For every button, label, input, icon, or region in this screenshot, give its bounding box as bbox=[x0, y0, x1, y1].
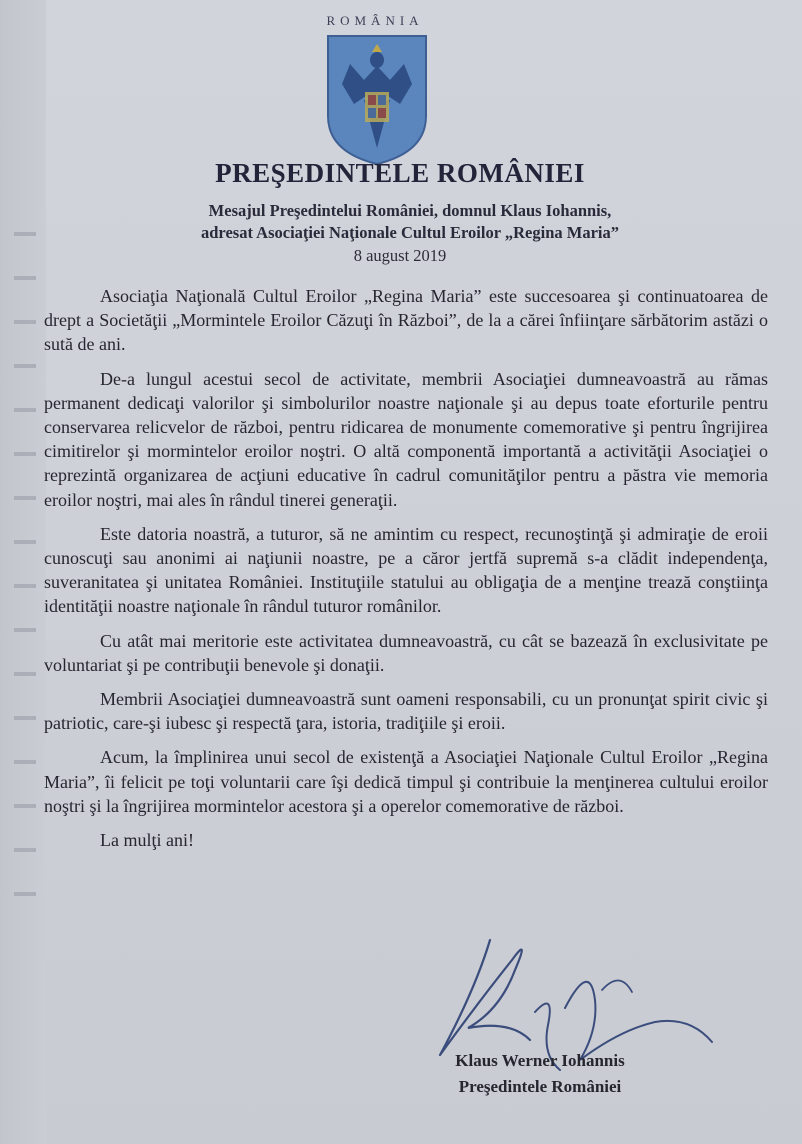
coat-of-arms-icon bbox=[324, 30, 430, 168]
paragraph-1: Asociaţia Naţională Cultul Eroilor „Regina Maria” este succesoarea şi continuatoarea de drept a Societăţii „Mormintele Eroilor Căzuţi în Război”, de la a cărei înfiinţare sărbătorim astăzi o sută de ani. bbox=[44, 286, 768, 355]
letter-subtitle bbox=[120, 200, 700, 244]
paragraph-3: Este datoria noastră, a tuturor, să ne amintim cu respect, recunoştinţă şi admiraţie de eroii cunoscuţi sau anonimi ai naţiunii noastre, pe a căror jertfă supremă s-a clădit independenţa, suveranitatea şi unitatea României. Instituţiile statului au obligaţia de a menţine trează conştiinţa identităţii noastre naţionale în rândul tuturor românilor. bbox=[44, 523, 768, 617]
paragraph-5: Membrii Asociaţiei dumneavoastră sunt oameni responsabili, cu un pronunţat spirit civic şi patriotic, care-şi iubesc şi respectă ţara, istoria, tradiţiile şi eroii. bbox=[44, 689, 768, 734]
signatory-name: Klaus Werner Iohannis bbox=[455, 1051, 625, 1070]
letter-date: 8 august 2019 bbox=[353, 246, 447, 265]
closing-greeting: La mulţi ani! bbox=[100, 830, 194, 851]
signature-block bbox=[400, 1048, 680, 1100]
letter-body bbox=[44, 284, 768, 862]
paragraph-2: De-a lungul acestui secol de activitate, membrii Asociaţiei dumneavoastră au rămas permanent dedicaţi valorilor şi simbolurilor noastre naţionale şi au depus toate eforturile pentru conservarea relicvelor de război, pentru ridicarea de monumente comemorative şi pentru îngrijirea cimitirelor şi mormintelor eroilor noştri. O altă componentă importantă a activităţii Asociaţiei o reprezintă organizarea de acţiuni educative în cadrul comunităţilor pentru a păstra vie memoria eroilor noştri, mai ales în rândul tinerei generaţii. bbox=[44, 368, 768, 510]
signatory-role: Preşedintele României bbox=[458, 1077, 622, 1096]
subtitle-line-1: Mesajul Preşedintelui României, domnul Klaus Iohannis, bbox=[208, 201, 612, 220]
page-title: PREŞEDINTELE ROMÂNIEI bbox=[215, 158, 585, 188]
paragraph-4: Cu atât mai meritorie este activitatea dumneavoastră, cu cât se bazează în exclusivitate pe voluntariat şi pe contribuţii benevole şi donaţii. bbox=[44, 630, 768, 675]
subtitle-line-2: adresat Asociaţiei Naţionale Cultul Eroilor „Regina Maria” bbox=[201, 223, 619, 242]
paragraph-6: Acum, la împlinirea unui secol de existenţă a Asociaţiei Naţionale Cultul Eroilor „Regina Maria”, îi felicit pe toţi voluntarii care îşi dedică timpul şi contribuie la menţinerea cultului eroilor noştri şi la îngrijirea mormintelor acestora şi a operelor comemorative de război. bbox=[44, 747, 768, 816]
margin-watermark-marks bbox=[14, 210, 36, 910]
country-label: ROMÂNIA bbox=[326, 13, 424, 28]
letter-header bbox=[0, 0, 802, 280]
